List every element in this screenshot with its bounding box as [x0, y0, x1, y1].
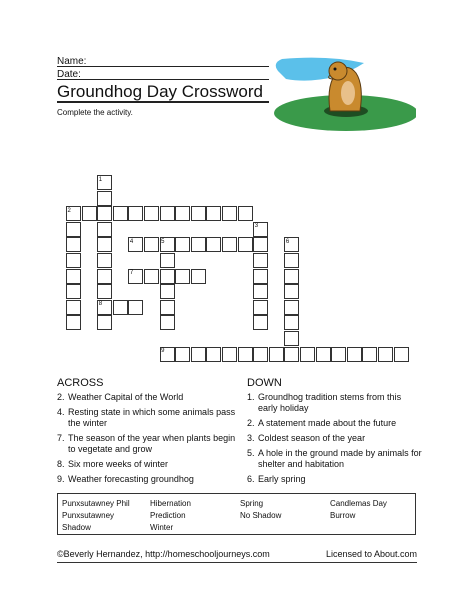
clue-number-8: 8 — [98, 301, 103, 308]
crossword-cell[interactable] — [175, 237, 190, 252]
crossword-cell[interactable] — [191, 237, 206, 252]
crossword-cell[interactable] — [284, 331, 299, 346]
crossword-cell[interactable] — [394, 347, 409, 362]
down-heading: DOWN — [247, 377, 282, 389]
clue-number-7: 7 — [129, 270, 134, 277]
copyright-text: ©Beverly Hernandez, http://homeschooljourneys.com — [57, 549, 270, 559]
crossword-cell[interactable] — [175, 206, 190, 221]
crossword-cell[interactable] — [175, 347, 190, 362]
word-bank-item: Punxsutawney Phil — [62, 499, 130, 508]
clue-number-1: 1 — [98, 176, 103, 183]
word-bank-item: Shadow — [62, 523, 91, 532]
crossword-cell[interactable] — [284, 300, 299, 315]
clue-down-5: 5. A hole in the ground made by animals for shelter and habitation — [247, 448, 422, 469]
clue-number-5: 5 — [161, 238, 165, 245]
crossword-cell[interactable] — [128, 206, 143, 221]
crossword-cell[interactable] — [66, 300, 81, 315]
crossword-cell[interactable] — [191, 206, 206, 221]
clue-number-2: 2 — [67, 207, 71, 214]
word-bank-item: Prediction — [150, 511, 186, 520]
crossword-cell[interactable] — [160, 300, 175, 315]
crossword-cell[interactable] — [347, 347, 362, 362]
clue-down-3: 3. Coldest season of the year — [247, 433, 366, 443]
clue-down-2: 2. A statement made about the future — [247, 418, 397, 428]
crossword-cell[interactable] — [284, 253, 299, 268]
clue-across-8: 8. Six more weeks of winter — [57, 459, 169, 469]
crossword-cell[interactable] — [191, 269, 206, 284]
word-bank-item: Candlemas Day — [330, 499, 387, 508]
crossword-cell[interactable] — [144, 206, 159, 221]
crossword-cell[interactable] — [66, 222, 81, 237]
crossword-cell[interactable] — [284, 269, 299, 284]
license-text: Licensed to About.com — [325, 549, 417, 559]
crossword-cell[interactable] — [331, 347, 346, 362]
crossword-cell[interactable] — [238, 206, 253, 221]
crossword-cell[interactable] — [253, 315, 268, 330]
crossword-cell[interactable] — [97, 206, 112, 221]
crossword-cell[interactable] — [160, 315, 175, 330]
crossword-cell[interactable] — [160, 269, 175, 284]
crossword-cell[interactable] — [66, 284, 81, 299]
crossword-cell[interactable] — [66, 315, 81, 330]
crossword-cell[interactable] — [128, 300, 143, 315]
crossword-cell[interactable] — [238, 237, 253, 252]
word-bank — [57, 493, 416, 535]
crossword-cell[interactable] — [66, 237, 81, 252]
crossword-cell[interactable] — [175, 269, 190, 284]
clue-down-1: 1. Groundhog tradition stems from this early holiday — [247, 392, 402, 413]
crossword-cell[interactable] — [238, 347, 253, 362]
word-bank-item: No Shadow — [240, 511, 282, 520]
crossword-cell[interactable] — [160, 284, 175, 299]
word-bank-item: Hibernation — [150, 499, 191, 508]
date-label: Date: — [57, 69, 81, 80]
crossword-cell[interactable] — [222, 206, 237, 221]
name-label: Name: — [57, 56, 87, 67]
crossword-cell[interactable] — [206, 347, 221, 362]
crossword-cell[interactable] — [316, 347, 331, 362]
crossword-cell[interactable] — [66, 269, 81, 284]
crossword-cell[interactable] — [97, 253, 112, 268]
crossword-cell[interactable] — [362, 347, 377, 362]
crossword-cell[interactable] — [144, 269, 159, 284]
down-clues — [247, 392, 422, 489]
crossword-cell[interactable] — [191, 347, 206, 362]
crossword-cell[interactable] — [284, 347, 299, 362]
crossword-cell[interactable] — [113, 206, 128, 221]
word-bank-item: Punxsutawney — [62, 511, 115, 520]
crossword-cell[interactable] — [300, 347, 315, 362]
crossword-cell[interactable] — [97, 284, 112, 299]
clue-number-4: 4 — [129, 238, 134, 245]
crossword-cell[interactable] — [253, 237, 268, 252]
crossword-cell[interactable] — [253, 300, 268, 315]
crossword-cell[interactable] — [222, 237, 237, 252]
crossword-cell[interactable] — [253, 347, 268, 362]
clue-across-2: 2. Weather Capital of the World — [57, 392, 184, 402]
clue-number-9: 9 — [161, 348, 165, 355]
worksheet-title: Groundhog Day Crossword — [57, 82, 263, 101]
crossword-cell[interactable] — [160, 206, 175, 221]
clue-down-6: 6. Early spring — [247, 474, 306, 484]
clue-number-3: 3 — [254, 223, 259, 230]
crossword-cell[interactable] — [97, 222, 112, 237]
crossword-cell[interactable] — [253, 269, 268, 284]
word-bank-item: Spring — [240, 499, 264, 508]
crossword-cell[interactable] — [284, 284, 299, 299]
crossword-cell[interactable] — [253, 253, 268, 268]
word-bank-item: Winter — [150, 523, 174, 532]
crossword-cell[interactable] — [378, 347, 393, 362]
clue-across-7: 7. The season of the year when plants begin to vegetate and grow — [57, 433, 236, 454]
crossword-cell[interactable] — [97, 237, 112, 252]
crossword-cell[interactable] — [66, 253, 81, 268]
crossword-cell[interactable] — [97, 191, 112, 206]
crossword-cell[interactable] — [97, 269, 112, 284]
crossword-cell[interactable] — [113, 300, 128, 315]
across-heading: ACROSS — [57, 377, 104, 389]
crossword-cell[interactable] — [82, 206, 97, 221]
instructions: Complete the activity. — [57, 108, 133, 117]
crossword-cell[interactable] — [222, 347, 237, 362]
clue-across-4: 4. Resting state in which some animals pass the winter — [57, 407, 236, 428]
crossword-cell[interactable] — [144, 237, 159, 252]
footer-rule — [57, 562, 417, 563]
crossword-cell[interactable] — [253, 284, 268, 299]
crossword-cell[interactable] — [284, 315, 299, 330]
crossword-cell[interactable] — [97, 315, 112, 330]
crossword-cell[interactable] — [160, 253, 175, 268]
crossword-cell[interactable] — [206, 206, 221, 221]
word-bank-item: Burrow — [330, 511, 356, 520]
crossword-cell[interactable] — [269, 347, 284, 362]
across-clues — [57, 392, 237, 489]
crossword-cell[interactable] — [206, 237, 221, 252]
clue-across-9: 9. Weather forecasting groundhog — [57, 474, 194, 484]
clue-number-6: 6 — [285, 238, 290, 245]
